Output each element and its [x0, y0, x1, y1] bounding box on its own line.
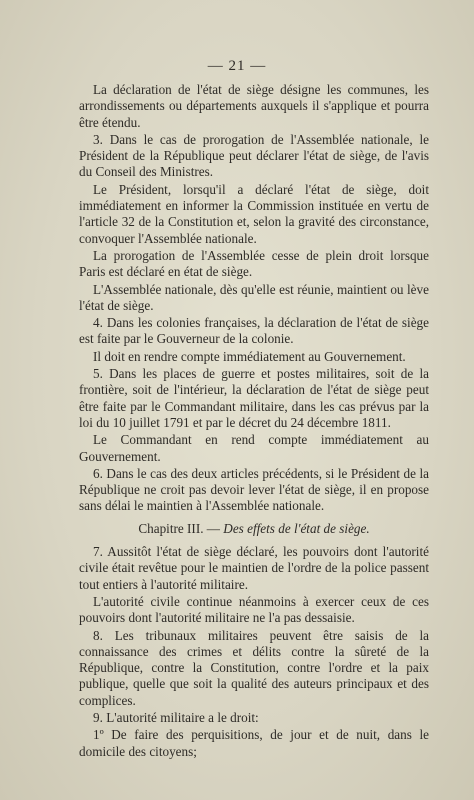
- paragraph-article-5: 5. Dans les places de guerre et postes militaires, soit de la frontière, soit de l'intérieur, la déclaration de l'état de siège peut être faite par le Commandant militaire, dans les cas prévus par la loi du 10 juillet 1791 et par le décret du 24 décembre 1811.: [79, 366, 429, 430]
- paragraph: La déclaration de l'état de siège désigne les communes, les arrondissements ou départements auxquels il s'applique et pourra être étendu.: [79, 82, 429, 130]
- paragraph-article-7: 7. Aussitôt l'état de siège déclaré, les pouvoirs dont l'autorité civile était revêtue pour le maintien de l'ordre de la police passent tout entiers à l'autorité militaire.: [79, 544, 429, 592]
- paragraph-article-3: 3. Dans le cas de prorogation de l'Assemblée nationale, le Président de la République peut déclarer l'état de siège, de l'avis du Conseil des Ministres.: [79, 131, 429, 180]
- page-number: — 21 —: [207, 58, 267, 74]
- paragraph: Le Commandant en rend compte immédiatement au Gouvernement.: [79, 432, 429, 464]
- chapter-prefix: Chapitre III. —: [138, 520, 220, 536]
- paragraph: L'autorité civile continue néanmoins à exercer ceux de ces pouvoirs dont l'autorité militaire ne l'a pas dessaisie.: [79, 593, 429, 626]
- paragraph-article-4: 4. Dans les colonies françaises, la déclaration de l'état de siège est faite par le Gouverneur de la colonie.: [79, 315, 429, 347]
- chapter-title: Des effets de l'état de siège.: [223, 520, 370, 536]
- paragraph-article-9: 9. L'autorité militaire a le droit:: [93, 709, 259, 725]
- paragraph: Le Président, lorsqu'il a déclaré l'état de siège, doit immédiatement en informer la Commission instituée en vertu de l'article 32 de la Constitution et, selon la gravité des circonstance, convoquer l'Assemblée nationale.: [79, 181, 429, 246]
- body-text: [79, 82, 429, 761]
- paragraph-article-6: 6. Dans le cas des deux articles précédents, si le Président de la République ne croit pas devoir lever l'état de siège, il en propose sans délai le maintien à l'Assemblée nationale.: [79, 465, 429, 514]
- chapter-heading: [79, 521, 429, 537]
- paragraph: 1º De faire des perquisitions, de jour et de nuit, dans le domicile des citoyens;: [79, 727, 429, 759]
- paragraph: L'Assemblée nationale, dès qu'elle est réunie, maintient ou lève l'état de siège.: [79, 281, 429, 313]
- paragraph: La prorogation de l'Assemblée cesse de plein droit lorsque Paris est déclaré en état de siège.: [79, 247, 429, 280]
- paragraph: Il doit en rendre compte immédiatement au Gouvernement.: [93, 348, 406, 364]
- paragraph-article-8: 8. Les tribunaux militaires peuvent être saisis de la connaissance des crimes et délits contre la sûreté de la République, contre la Constitution, contre l'ordre et la paix publique, quelle que soit la qualité des auteurs principaux et des complices.: [79, 627, 429, 708]
